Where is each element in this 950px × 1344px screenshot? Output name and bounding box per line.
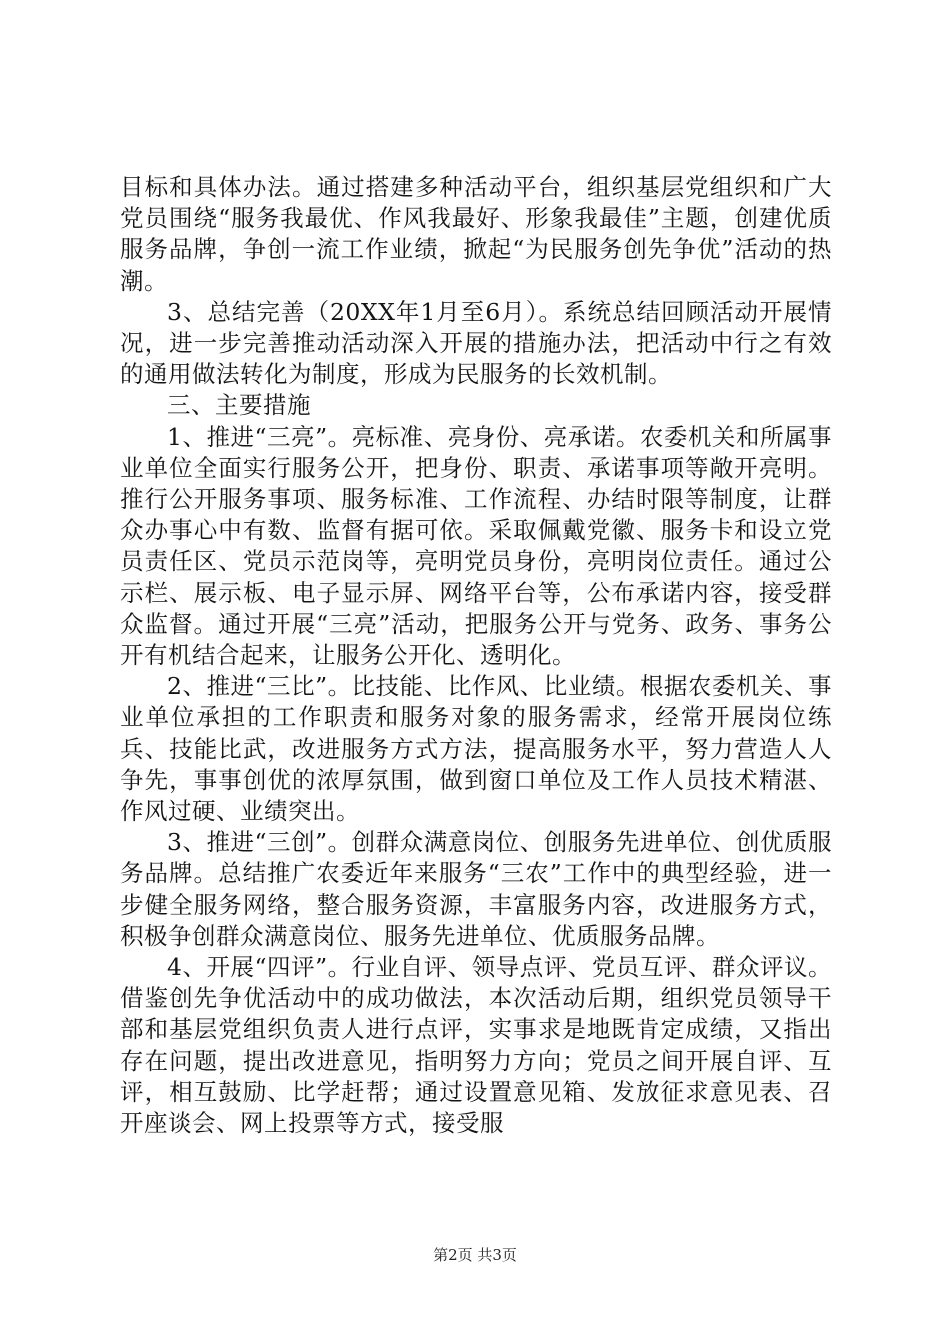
document-body: [120, 172, 832, 1139]
section-heading: 三、主要措施: [167, 391, 311, 420]
paragraph: 3、推进“三创”。创群众满意岗位、创服务先进单位、创优质服务品牌。总结推广农委近年来服务“三农”工作中的典型经验，进一步健全服务网络，整合服务资源，丰富服务内容，改进服务方式，积极争创群众满意岗位、服务先进单位、优质服务品牌。: [120, 828, 832, 950]
paragraph: 目标和具体办法。通过搭建多种活动平台，组织基层党组织和广大党员围绕“服务我最优、作风我最好、形象我最佳”主题，创建优质服务品牌，争创一流工作业绩，掀起“为民服务创先争优”活动的热潮。: [120, 173, 832, 295]
paragraph: 2、推进“三比”。比技能、比作风、比业绩。根据农委机关、事业单位承担的工作职责和服务对象的服务需求，经常开展岗位练兵、技能比武，改进服务方式方法，提高服务水平，努力营造人人争先，事事创优的浓厚氛围，做到窗口单位及工作人员技术精湛、作风过硬、业绩突出。: [120, 672, 832, 826]
paragraph: 1、推进“三亮”。亮标准、亮身份、亮承诺。农委机关和所属事业单位全面实行服务公开，把身份、职责、承诺事项等敞开亮明。推行公开服务事项、服务标准、工作流程、办结时限等制度，让群众办事心中有数、监督有据可依。采取佩戴党徽、服务卡和设立党员责任区、党员示范岗等，亮明党员身份，亮明岗位责任。通过公示栏、展示板、电子显示屏、网络平台等，公布承诺内容，接受群众监督。通过开展“三亮”活动，把服务公开与党务、政务、事务公开有机结合起来，让服务公开化、透明化。: [120, 422, 832, 670]
page-footer: 第2页 共3页: [433, 1246, 517, 1264]
paragraph: 4、开展“四评”。行业自评、领导点评、党员互评、群众评议。借鉴创先争优活动中的成功做法，本次活动后期，组织党员领导干部和基层党组织负责人进行点评，实事求是地既肯定成绩，又指出存在问题，提出改进意见，指明努力方向；党员之间开展自评、互评，相互鼓励、比学赶帮；通过设置意见箱、发放征求意见表、召开座谈会、网上投票等方式，接受服: [120, 953, 832, 1138]
paragraph: 3、总结完善（20XX年1月至6月）。系统总结回顾活动开展情况，进一步完善推动活动深入开展的措施办法，把活动中行之有效的通用做法转化为制度，形成为民服务的长效机制。: [120, 297, 832, 389]
